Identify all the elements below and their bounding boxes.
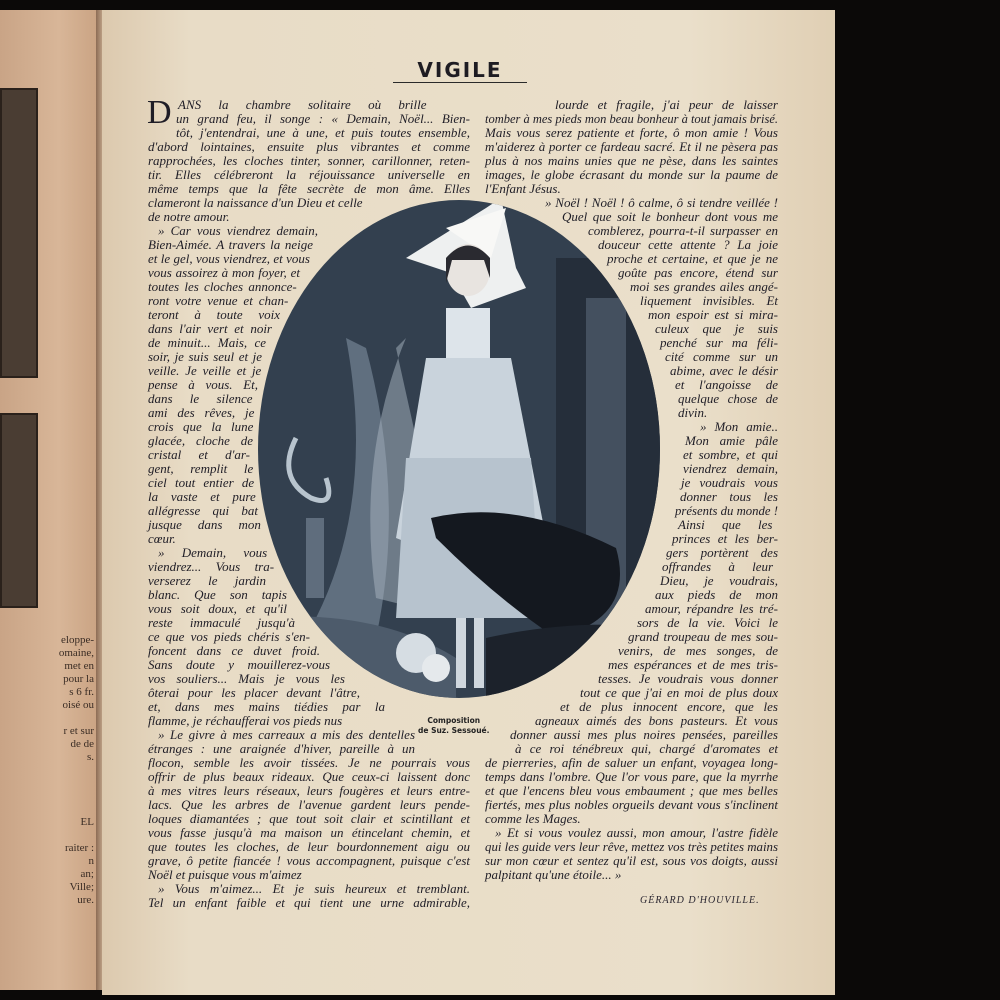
text-line: vous fasse jusqu'à ma maison un étincelant chemin, et <box>148 825 470 840</box>
text-line: donner tous les <box>680 489 778 504</box>
text-line: offrir de plus beaux rideaux. Que ceux-ci laissent donc <box>148 769 470 784</box>
text-line: » Demain, vous <box>158 545 268 560</box>
text-line: mes espérances et de mes tris- <box>608 657 778 672</box>
text-line: tôt, j'entendrai, une à une, et puis toutes ensemble, <box>176 125 470 140</box>
text-line: tomber à mes pieds mon beau bonheur à tout jamais brisé. <box>485 111 779 126</box>
text-line: grave, ô petite fiancée ! vous accompagnent, puisque c'est <box>148 853 471 868</box>
left-page-fragment: s. <box>86 751 94 763</box>
text-line: Ainsi que les <box>678 517 773 532</box>
text-line: et, dans mes mains tiédies par la <box>148 699 385 714</box>
text-line: Quel que soit le bonheur dont vous me <box>562 209 778 224</box>
text-line: images, le globe écrasant du monde sur la paume de <box>485 167 779 182</box>
text-line: princes et les ber- <box>672 531 778 546</box>
text-line: gent, remplit le <box>148 461 254 476</box>
text-line: douceur cette attente ? La joie <box>598 237 778 252</box>
text-line: pense à vous. Et, <box>148 377 258 392</box>
text-line: Bien-Aimée. A travers la neige <box>148 237 313 252</box>
text-line: blanc. Que son tapis <box>148 587 287 602</box>
text-line: et l'angoisse de <box>675 377 778 392</box>
text-line: quelque chose de <box>678 391 778 406</box>
text-line: de pierreries, afin de saluer un enfant, voyagea long- <box>485 755 778 770</box>
text-line: gers portèrent des <box>666 545 778 560</box>
text-line: flocon, semble les avoir tissées. Je ne pourrais vous <box>148 755 470 770</box>
text-line: penché sur ma féli- <box>660 335 778 350</box>
text-line: tout ce que j'ai en moi de plus doux <box>580 685 778 700</box>
text-line: agneaux aimés des bons pasteurs. Et vous <box>535 713 778 728</box>
left-page-fragment: omaine, <box>58 647 94 659</box>
text-line: qui les guide vers leur rêve, mettez vos très petites mains <box>485 839 778 854</box>
illustration-caption <box>418 716 489 736</box>
text-line: la vaste et pure <box>148 489 256 504</box>
text-line: ce que vos pieds chéris s'en- <box>148 629 310 644</box>
text-line: d'abord lointaines, ensuite plus vibrantes et comme <box>148 139 470 154</box>
text-line: flamme, je réchaufferai vos pieds nus <box>148 713 343 728</box>
left-page-fragment: met en <box>64 660 94 672</box>
text-line: goûte pas encore, étend sur <box>618 265 778 280</box>
text-line: à mes vitres leurs réseaux, leurs fougères et leurs entre- <box>148 783 470 798</box>
text-line: divin. <box>678 405 708 420</box>
text-line: » Vous m'aimez... Et je suis heureux et tremblant. <box>158 881 470 896</box>
text-line: dans le silence <box>148 391 253 406</box>
left-page-fragment: pour la <box>63 673 94 685</box>
text-line: amour, répandre les tré- <box>645 601 778 616</box>
left-page-fragment: an; <box>80 868 94 880</box>
text-line: soir, je suis seul et je <box>148 349 263 364</box>
left-page-fragment: EL <box>80 816 94 828</box>
text-line: et que l'encens bleu vous embaument ; que mes belles <box>485 783 778 798</box>
text-line: lacs. Que les arbres de l'avenue gardent leurs pende- <box>148 797 470 812</box>
text-line: Tel un enfant faible et qui tient une urne admirable, <box>148 895 470 910</box>
text-line: culeux que je suis <box>655 321 778 336</box>
facing-left-page <box>0 10 98 990</box>
text-line: Sans doute y mouillerez-vous <box>148 657 330 672</box>
text-line: vos souliers... Mais je vous les <box>148 671 345 686</box>
text-line: cristal et d'ar- <box>148 447 251 462</box>
text-line: même temps que la fête secrète de mon âme. Elles <box>148 181 471 196</box>
text-line: m'aiderez à porter ce fardeau sacré. Et il ne pèsera pas <box>485 139 779 154</box>
text-line: ami des rêves, je <box>148 405 255 420</box>
text-line: l'Enfant Jésus. <box>485 181 561 196</box>
text-line: je voudrais vous <box>681 475 778 490</box>
text-line: que toutes les cloches, de leur bourdonnement aigu ou <box>148 839 470 854</box>
text-line: sors de la vie. Voici le <box>637 615 778 630</box>
text-line: liquement invisibles. Et <box>640 293 778 308</box>
text-line: tesses. Je voudrais vous donner <box>598 671 778 686</box>
text-line: venirs, de mes songes, de <box>618 643 778 658</box>
text-line: allégresse qui bat <box>148 503 258 518</box>
left-page-fragment: de de <box>70 738 94 750</box>
text-line: plus à nos mains unies que ne pèse, dans les saintes <box>485 153 779 168</box>
left-page-photo <box>0 88 38 378</box>
text-line: cité comme sur un <box>665 349 779 364</box>
text-line: de minuit... Mais, ce <box>148 335 266 350</box>
text-line: jusque dans mon <box>148 517 261 532</box>
text-line: viendrez... Vous tra- <box>148 559 275 574</box>
text-line: ANS la chambre solitaire où brille <box>178 97 427 112</box>
text-line: aux pieds de mon <box>655 587 778 602</box>
left-page-fragment: ure. <box>77 894 94 906</box>
text-line: comblerez, pourra-t-il surpasser en <box>588 223 778 238</box>
text-line: sur mon cœur et sentez qu'il est, sous vos doigts, aussi <box>485 853 778 868</box>
text-line: dans l'air vert et noir <box>148 321 272 336</box>
text-line: Dieu, je voudrais, <box>660 573 778 588</box>
text-line: » Car vous viendrez demain, <box>158 223 318 238</box>
left-page-fragment: eloppe- <box>61 634 94 646</box>
left-page-fragment: oisé ou <box>62 699 94 711</box>
text-line: mon espoir est si mira- <box>648 307 779 322</box>
text-line: donner aussi mes plus noires pensées, pareilles <box>510 727 778 742</box>
text-line: grand troupeau de mes sou- <box>628 629 778 644</box>
left-page-fragment: r et sur <box>63 725 94 737</box>
text-line: un grand feu, il songe : « Demain, Noël... Bien- <box>176 111 470 126</box>
title-underline <box>393 82 527 83</box>
oval-illustration <box>256 198 662 700</box>
text-line: proche et certaine, et que je ne <box>607 251 778 266</box>
left-page-fragment: Ville; <box>69 881 94 893</box>
text-line: reste immaculé jusqu'à <box>148 615 295 630</box>
text-line: loques diamantées ; que tout soit clair et scintillant et <box>148 811 471 826</box>
text-line: » Noël ! Noël ! ô calme, ô si tendre veillée ! <box>545 195 778 210</box>
text-line: verserez le jardin <box>148 573 267 588</box>
text-line: comme les Mages. <box>485 811 581 826</box>
text-line: ôterai pour les placer devant l'âtre, <box>148 685 360 700</box>
text-line: cœur. <box>148 531 176 546</box>
text-line: palpitant qu'une étoile... » <box>485 867 622 882</box>
left-page-fragment: raiter : <box>64 842 94 854</box>
caption-line: de Suz. Sessoué. <box>418 726 490 735</box>
text-line: et le gel, vous viendrez, et vous <box>148 251 310 266</box>
text-line: de notre amour. <box>148 209 230 224</box>
text-line: offrandes à leur <box>662 559 774 574</box>
text-line: temps dans l'ombre. Que l'or vous pare, que la myrrhe <box>485 769 778 784</box>
text-line: Mais vous serez patiente et forte, ô mon amie ! Vous <box>485 125 778 140</box>
left-page-fragment: s 6 fr. <box>69 686 94 698</box>
text-line: toutes les cloches annonce- <box>148 279 297 294</box>
text-line: Noël et puisque vous m'aimez <box>148 867 302 882</box>
text-line: veille. Je veille et je <box>148 363 262 378</box>
drop-cap: D <box>147 94 172 131</box>
text-line: » Mon amie.. <box>700 419 778 434</box>
article-title: VIGILE <box>417 58 503 82</box>
text-line: viendrez demain, <box>683 461 778 476</box>
text-line: abime, avec le désir <box>670 363 778 378</box>
left-page-fragment: n <box>88 855 94 867</box>
author-signature: GÉRARD D'HOUVILLE. <box>640 895 760 906</box>
text-line: fiertés, mes plus nobles orgueils devant vous s'inclinent <box>485 797 779 812</box>
text-line: foncent dans ce duvet froid. <box>148 643 320 658</box>
text-line: rapprochées, les cloches tinter, sonner, carillonner, reten- <box>148 153 470 168</box>
text-line: glacée, cloche de <box>148 433 253 448</box>
text-line: teront à toute voix <box>148 307 280 322</box>
text-line: vous soit doux, et qu'il <box>148 601 287 616</box>
text-line: lourde et fragile, j'ai peur de laisser <box>555 97 778 112</box>
text-line: clameront la naissance d'un Dieu et celle <box>148 195 363 210</box>
text-line: ciel tout entier de <box>148 475 255 490</box>
text-line: Mon amie pâle <box>685 433 778 448</box>
caption-line: Composition <box>427 716 481 725</box>
left-page-photo <box>0 413 38 608</box>
text-line: crois que la lune <box>148 419 254 434</box>
text-line: à ce roi ténébreux qui, chargé d'aromates et <box>515 741 778 756</box>
text-line: présents du monde ! <box>675 503 778 518</box>
text-line: et de plus innocent encore, que les <box>560 699 778 714</box>
text-line: vous assoirez à mon foyer, et <box>148 265 301 280</box>
text-line: étranges : une araignée d'hiver, pareille à un <box>148 741 415 756</box>
text-line: » Le givre à mes carreaux a mis des dentelles <box>158 727 416 742</box>
text-line: tir. Elles célébreront la réjouissance universelle en <box>148 167 470 182</box>
text-line: et sombre, et qui <box>683 447 778 462</box>
text-line: ront votre venue et chan- <box>148 293 289 308</box>
text-line: moi ses grandes ailes angé- <box>630 279 778 294</box>
text-line: » Et si vous voulez aussi, mon amour, l'astre fidèle <box>495 825 778 840</box>
